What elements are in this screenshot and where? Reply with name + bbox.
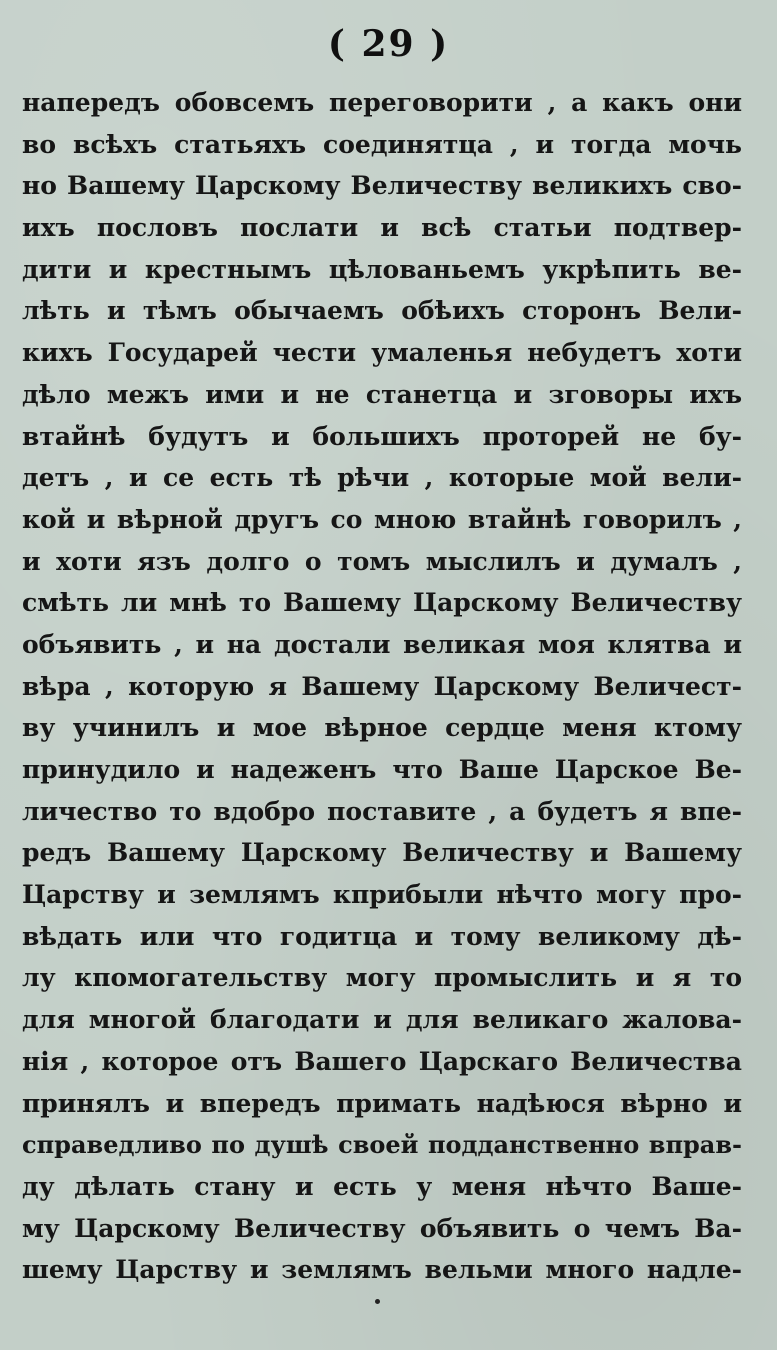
text-line: смѣть ли мнѣ то Вашему Царскому Величеству — [22, 588, 742, 618]
text-line: вѣдать или что годитца и тому великому дѣ- — [22, 921, 742, 951]
ink-speck — [375, 1299, 380, 1304]
text-line: шему Царству и землямъ вельми много надле- — [22, 1255, 742, 1285]
page-number: ( 29 ) — [327, 23, 450, 65]
text-line: дити и крестнымъ цѣлованьемъ укрѣпить ве- — [22, 254, 742, 284]
text-line: ихъ пословъ послати и всѣ статьи подтвер- — [22, 213, 742, 243]
text-line: но Вашему Царскому Величеству великихъ сво- — [22, 171, 742, 201]
text-line: лу кпомогательству могу промыслить и я то — [22, 963, 742, 993]
text-line: ду дѣлать стану и есть у меня нѣчто Ваше- — [22, 1171, 742, 1201]
text-line: для многой благодати и для великаго жалова- — [22, 1005, 742, 1035]
text-line: ву учинилъ и мое вѣрное сердце меня ктому — [22, 713, 742, 743]
text-line: принялъ и впередъ примать надѣюся вѣрно и — [22, 1088, 742, 1118]
text-line: справедливо по душѣ своей подданственно вправ- — [22, 1130, 742, 1160]
text-line: нія , которое отъ Вашего Царскаго Величества — [22, 1046, 742, 1076]
text-line: во всѣхъ статьяхъ соединятца , и тогда мочь — [22, 129, 742, 159]
body-text — [22, 82, 742, 1291]
text-line: объявить , и на достали великая моя клятва и — [22, 629, 742, 659]
text-line: редъ Вашему Царскому Величеству и Вашему — [22, 838, 742, 868]
text-line: кой и вѣрной другъ со мною втайнѣ говорилъ , — [22, 504, 742, 534]
text-line: лѣть и тѣмъ обычаемъ обѣихъ сторонъ Вели- — [22, 296, 742, 326]
text-line: дѣло межъ ими и не станетца и зговоры ихъ — [22, 379, 742, 409]
text-line: втайнѣ будутъ и большихъ проторей не бу- — [22, 421, 742, 451]
text-line: напередъ обовсемъ переговорити , а какъ они — [22, 88, 742, 117]
text-line: му Царскому Величеству объявить о чемъ Ва- — [22, 1213, 742, 1243]
text-line: и хоти язъ долго о томъ мыслилъ и думалъ , — [22, 546, 742, 576]
text-line: принудило и надеженъ что Ваше Царское Ве- — [22, 755, 742, 784]
text-line: кихъ Государей чести умаленья небудетъ хоти — [22, 338, 742, 368]
text-line: личество то вдобро поставите , а будетъ я впе- — [22, 796, 742, 826]
text-line: Царству и землямъ кприбыли нѣчто могу про- — [22, 880, 742, 910]
text-line: вѣра , которую я Вашему Царскому Величест- — [22, 671, 742, 701]
text-line: детъ , и се есть тѣ рѣчи , которые мой вели- — [22, 463, 742, 493]
